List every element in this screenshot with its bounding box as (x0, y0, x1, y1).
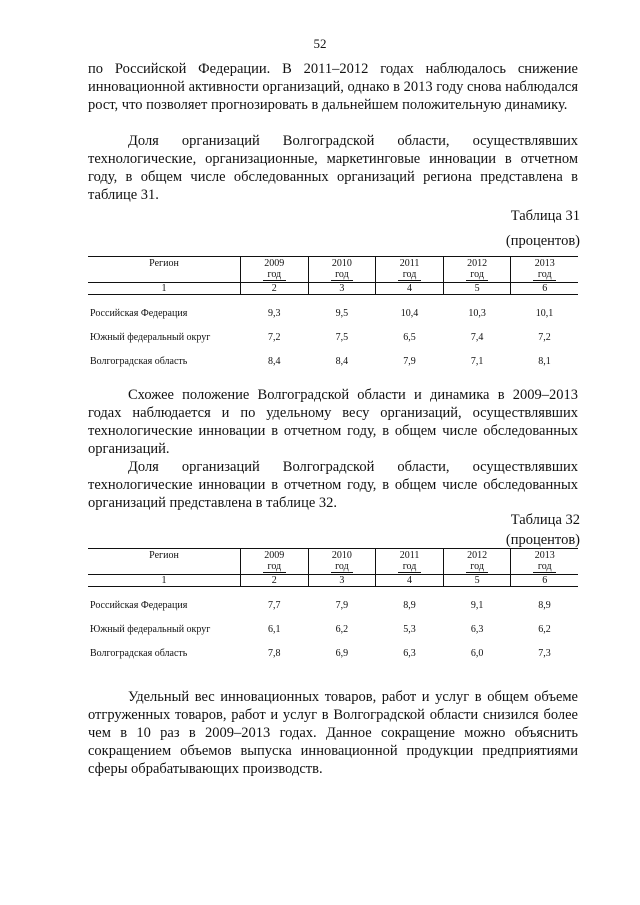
value-cell: 10,4 (400, 307, 419, 319)
value-cell: 6,0 (470, 647, 484, 659)
table31-year-header: 2009 год (241, 257, 309, 283)
value-cell: 7,1 (470, 355, 484, 367)
table-row (88, 641, 578, 665)
index-cell: 6 (511, 575, 578, 587)
value-cell: 7,2 (268, 331, 281, 343)
index-cell: 1 (88, 575, 241, 587)
value-cell: 6,1 (268, 623, 281, 635)
value-cell: 6,5 (403, 331, 416, 343)
value-cell: 8,9 (538, 599, 551, 611)
value-cell: 7,2 (538, 331, 551, 343)
table31-year-header: 2011 год (376, 257, 444, 283)
table31-year-header: 2013 год (511, 257, 578, 283)
table32-caption: Таблица 32 (510, 512, 580, 528)
table-32 (88, 548, 578, 665)
value-cell: 9,3 (268, 307, 281, 319)
value-cell: 7,9 (403, 355, 416, 367)
value-cell: 6,3 (470, 623, 484, 635)
index-cell: 4 (376, 575, 444, 587)
index-cell: 5 (443, 283, 511, 295)
table-row (88, 617, 578, 641)
table31-year-header: 2012 год (443, 257, 511, 283)
table32-index-row (88, 575, 578, 587)
value-cell: 6,3 (403, 647, 416, 659)
table31-caption: Таблица 31 (510, 208, 580, 224)
value-cell: 7,3 (538, 647, 551, 659)
value-cell: 8,4 (335, 355, 349, 367)
region-cell: Волгоградская область (90, 647, 188, 659)
table-row (88, 587, 578, 618)
index-cell: 6 (511, 283, 578, 295)
value-cell: 8,9 (403, 599, 416, 611)
table31-header-row (88, 257, 578, 283)
table32-year-header: 2013 год (511, 549, 578, 575)
index-cell: 3 (308, 575, 376, 587)
table31-unit: (процентов) (505, 233, 580, 249)
table32-year-header: 2011 год (376, 549, 444, 575)
value-cell: 9,1 (470, 599, 484, 611)
region-cell: Южный федеральный округ (90, 331, 211, 343)
region-cell: Российская Федерация (90, 307, 188, 319)
paragraph-4: Доля организаций Волгоградской области, осуществлявших технологические инновации в отчетном году, в общем числе обследованных организаций представлена в таблице 32. (88, 459, 578, 511)
table32-year-header: 2009 год (241, 549, 309, 575)
region-cell: Волгоградская область (90, 355, 188, 367)
value-cell: 7,9 (335, 599, 349, 611)
table-row (88, 295, 578, 326)
table32-unit: (процентов) (505, 532, 580, 548)
value-cell: 8,4 (268, 355, 281, 367)
value-cell: 8,1 (538, 355, 551, 367)
index-cell: 3 (308, 283, 376, 295)
table31-region-header: Регион (88, 257, 241, 283)
value-cell: 10,1 (535, 307, 554, 319)
value-cell: 6,2 (335, 623, 349, 635)
region-cell: Российская Федерация (90, 599, 188, 611)
paragraph-3: Схожее положение Волгоградской области и динамика в 2009–2013 годах наблюдается и по удельному весу организаций, осуществлявших технологические инновации в отчетном году, в общем числе обследованных организаций. (88, 387, 578, 457)
index-cell: 5 (443, 575, 511, 587)
index-cell: 2 (241, 283, 309, 295)
table32-year-header: 2010 год (308, 549, 376, 575)
value-cell: 9,5 (335, 307, 349, 319)
value-cell: 6,9 (335, 647, 349, 659)
value-cell: 7,5 (335, 331, 349, 343)
table32-region-header: Регион (88, 549, 241, 575)
table32-year-header: 2012 год (443, 549, 511, 575)
paragraph-1: по Российской Федерации. В 2011–2012 годах наблюдалось снижение инновационной активности организаций, однако в 2013 году снова наблюдался рост, что позволяет прогнозировать в дальнейшем положительную динамику. (88, 61, 578, 113)
value-cell: 10,3 (468, 307, 486, 319)
table-row (88, 349, 578, 373)
paragraph-5: Удельный вес инновационных товаров, работ и услуг в общем объеме отгруженных товаров, работ и услуг в Волгоградской области снизился более чем в 10 раз в 2009–2013 годах. Данное сокращение можно объяснить сокращением объемов выпуска инновационной продукции предприятиями сферы обрабатывающих производств. (88, 689, 578, 777)
table31-year-header: 2010 год (308, 257, 376, 283)
table-row (88, 325, 578, 349)
value-cell: 7,8 (268, 647, 281, 659)
table-31 (88, 256, 578, 373)
region-cell: Южный федеральный округ (90, 623, 211, 635)
value-cell: 6,2 (538, 623, 551, 635)
index-cell: 2 (241, 575, 309, 587)
index-cell: 1 (88, 283, 241, 295)
paragraph-2: Доля организаций Волгоградской области, осуществлявших технологические, организационные, маркетинговые инновации в отчетном году, в общем числе обследованных организаций региона представлена в таблице 31. (88, 133, 578, 203)
value-cell: 5,3 (403, 623, 416, 635)
value-cell: 7,4 (470, 331, 484, 343)
index-cell: 4 (376, 283, 444, 295)
value-cell: 7,7 (268, 599, 281, 611)
page-number: 52 (313, 36, 327, 51)
table31-index-row (88, 283, 578, 295)
table32-header-row (88, 549, 578, 575)
